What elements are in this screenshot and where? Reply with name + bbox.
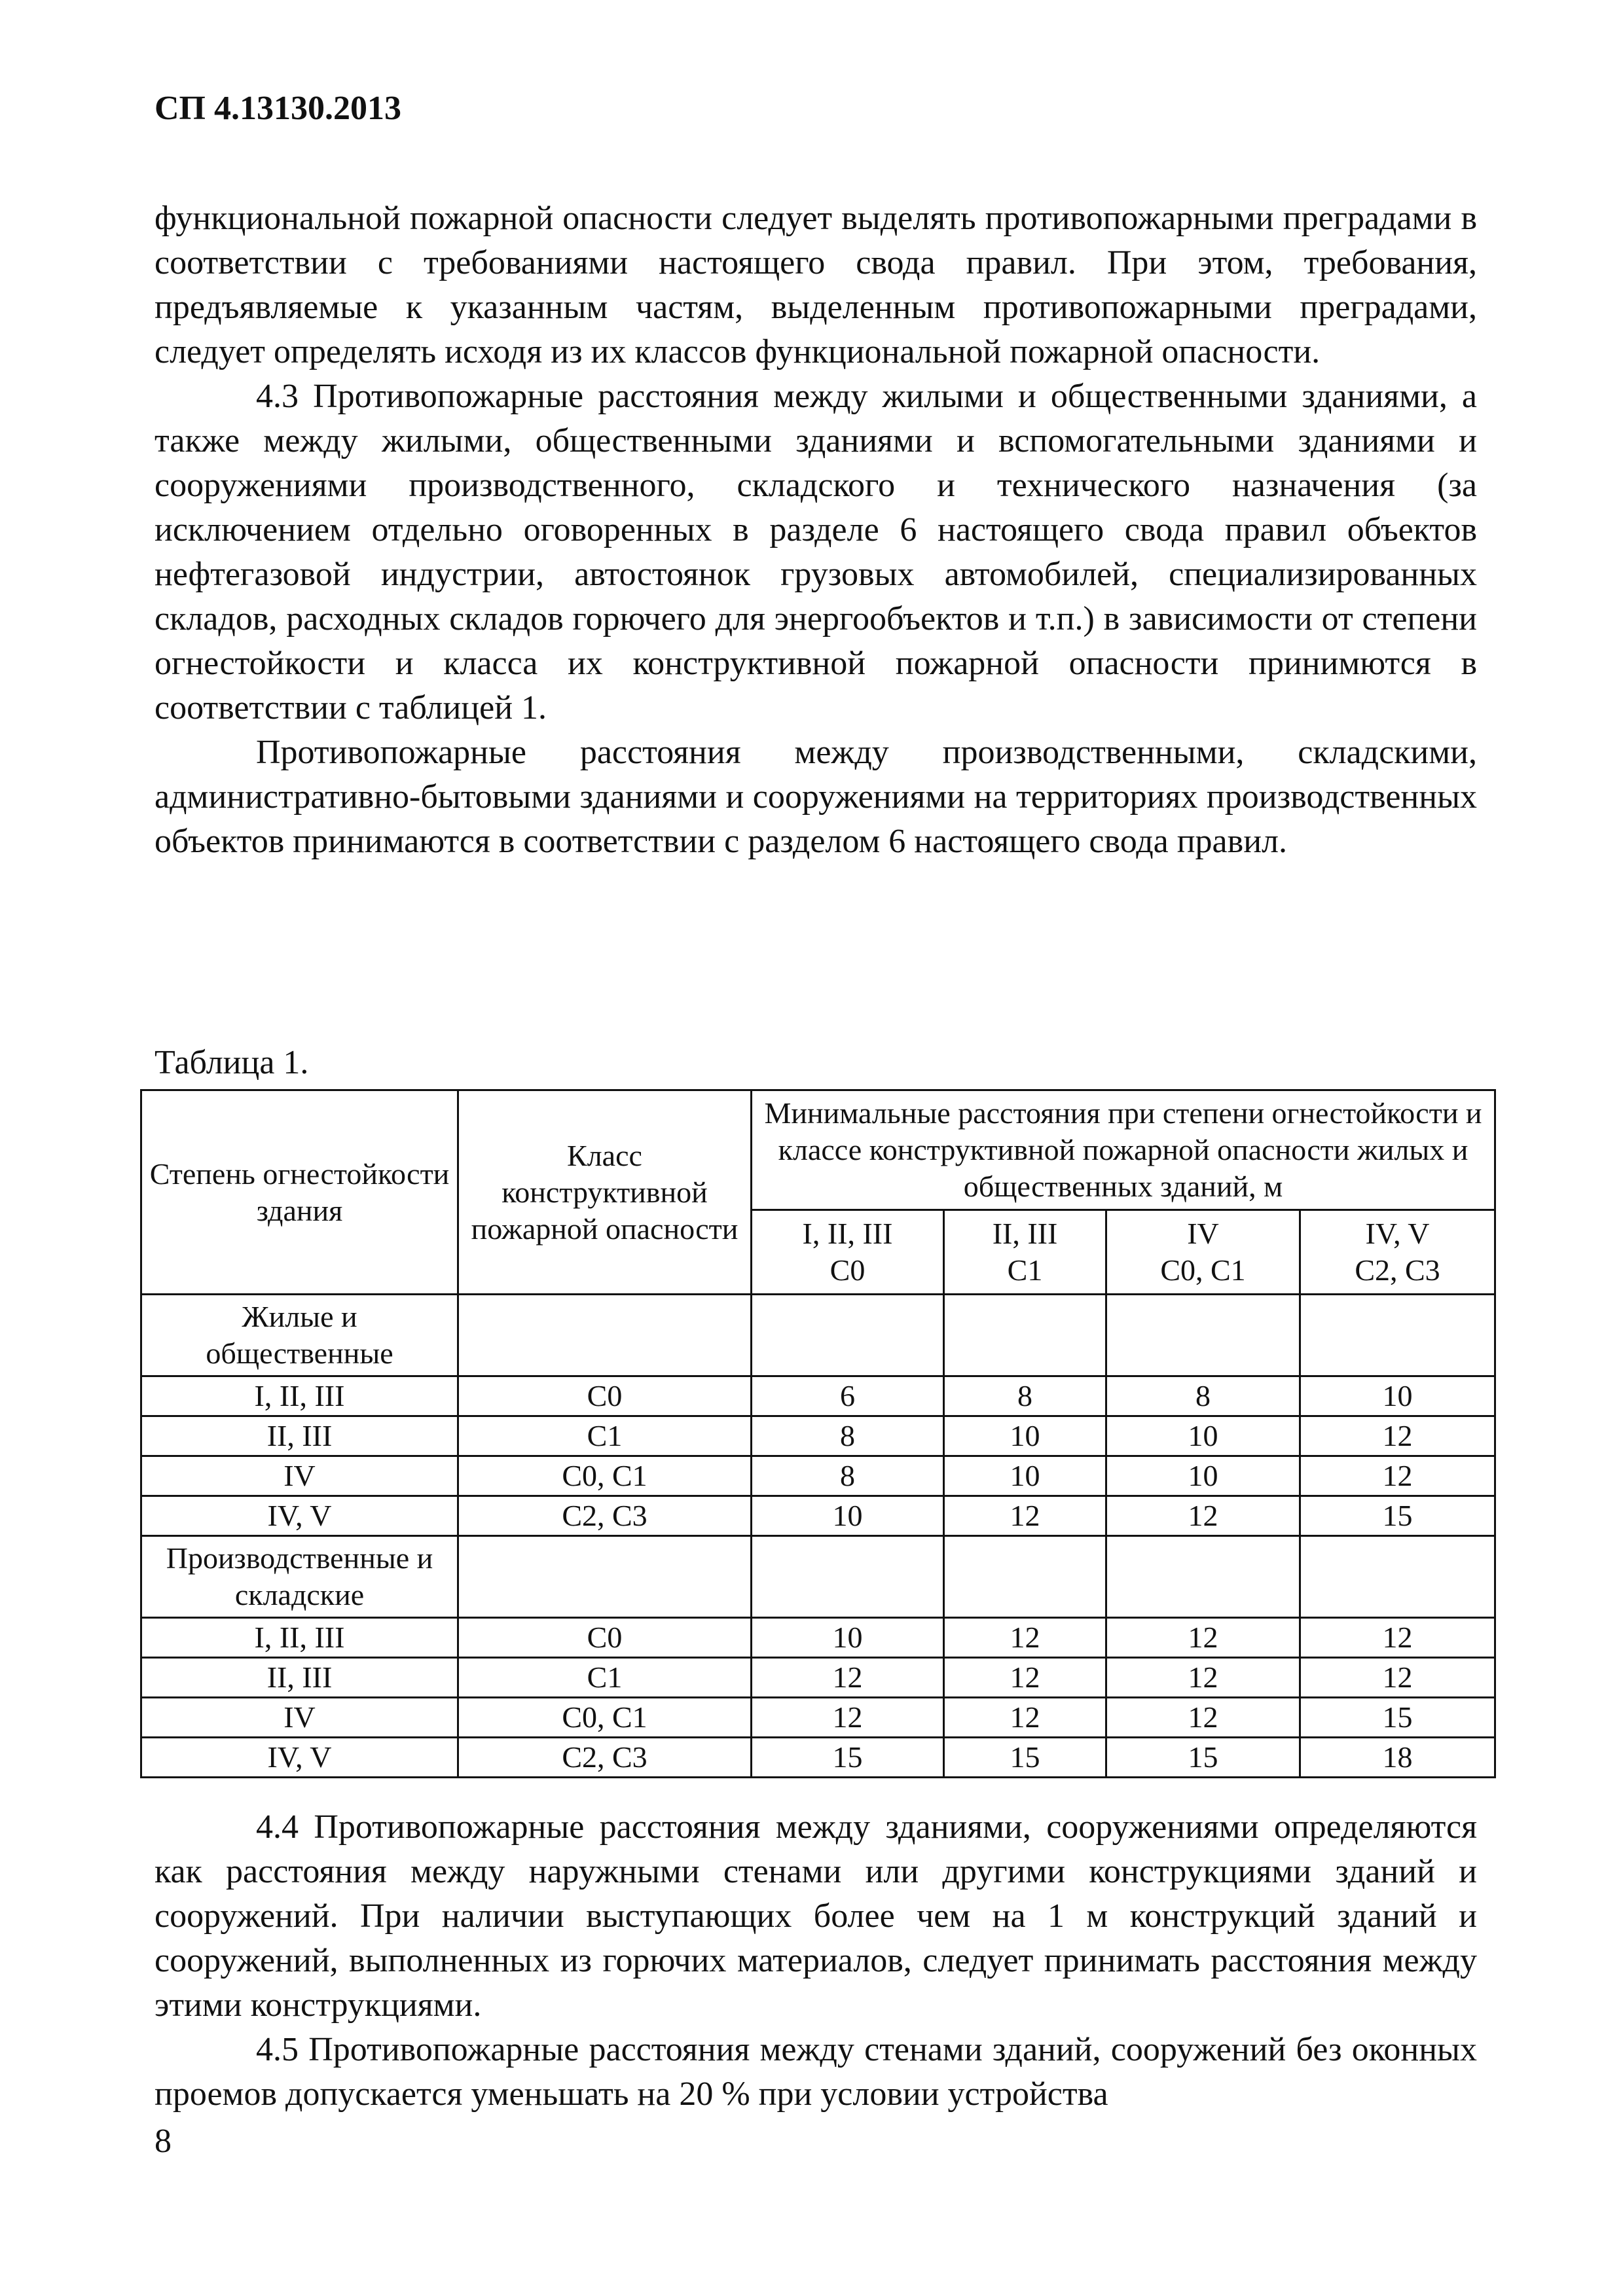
- table-row: [141, 1658, 1495, 1698]
- table-row: [141, 1496, 1495, 1536]
- subheader-col-2: II, III С1: [944, 1210, 1106, 1295]
- cell-value: 8: [1106, 1376, 1300, 1416]
- table-row: [141, 1618, 1495, 1658]
- cell-value: 12: [752, 1658, 944, 1698]
- cell-value: 10: [1106, 1416, 1300, 1456]
- cell-value: 15: [1300, 1698, 1495, 1738]
- group-header-row: [141, 1295, 1495, 1376]
- cell-degree: IV: [141, 1456, 458, 1496]
- cell-value: 12: [944, 1698, 1106, 1738]
- cell-class: С2, С3: [458, 1496, 752, 1536]
- cell-value: 8: [752, 1416, 944, 1456]
- cell-class: С0, С1: [458, 1698, 752, 1738]
- cell-degree: II, III: [141, 1416, 458, 1456]
- paragraph-4-4: 4.4 Противопожарные расстояния между зданиями, сооружениями определяются как расстояния между наружными стенами или другими конструкциями зданий и сооружений. При наличии выступающих более чем на 1 м конструкций зданий и сооружений, выполненных из горючих материалов, следует принимать расстояния между этими конструкциями.: [155, 1808, 1477, 2024]
- cell-value: 10: [1300, 1376, 1495, 1416]
- cell-value: 12: [1106, 1618, 1300, 1658]
- cell-value: 15: [1106, 1738, 1300, 1778]
- cell-degree: I, II, III: [141, 1376, 458, 1416]
- header-degree: Степень огнестойкости здания: [141, 1090, 458, 1295]
- table-row: [141, 1456, 1495, 1496]
- cell-value: 12: [1300, 1456, 1495, 1496]
- table-row: [141, 1698, 1495, 1738]
- cell-class: С0, С1: [458, 1456, 752, 1496]
- group-header-row: [141, 1536, 1495, 1618]
- document-code: СП 4.13130.2013: [155, 90, 401, 127]
- cell-value: 10: [944, 1416, 1106, 1456]
- cell-value: 15: [944, 1738, 1106, 1778]
- cell-degree: I, II, III: [141, 1618, 458, 1658]
- cell-value: 10: [752, 1496, 944, 1536]
- cell-degree: IV, V: [141, 1738, 458, 1778]
- header-min-distance: Минимальные расстояния при степени огнестойкости и классе конструктивной пожарной опасности жилых и общественных зданий, м: [752, 1090, 1495, 1210]
- cell-value: 8: [752, 1456, 944, 1496]
- table-row: [141, 1376, 1495, 1416]
- cell-value: 12: [944, 1496, 1106, 1536]
- cell-value: 18: [1300, 1738, 1495, 1778]
- fire-distance-table: [140, 1089, 1496, 1778]
- cell-class: С0: [458, 1618, 752, 1658]
- cell-class: С1: [458, 1658, 752, 1698]
- cell-value: 12: [1106, 1658, 1300, 1698]
- cell-value: 15: [1300, 1496, 1495, 1536]
- group-title: Производственные и складские: [141, 1536, 458, 1618]
- subheader-col-3: IV С0, С1: [1106, 1210, 1300, 1295]
- cell-class: С2, С3: [458, 1738, 752, 1778]
- cell-value: 12: [1106, 1496, 1300, 1536]
- cell-value: 12: [1300, 1416, 1495, 1456]
- table-caption: Таблица 1.: [155, 1044, 309, 1081]
- table-row: [141, 1738, 1495, 1778]
- cell-class: С1: [458, 1416, 752, 1456]
- cell-value: 12: [1300, 1658, 1495, 1698]
- cell-value: 10: [752, 1618, 944, 1658]
- paragraph: функциональной пожарной опасности следует выделять противопожарными преградами в соответствии с требованиями настоящего свода правил. При этом, требования, предъявляемые к указанным частям, выделенным противопожарными преградами, следует определять исходя из их классов функциональной пожарной опасности.: [155, 200, 1477, 370]
- subheader-col-1: I, II, III С0: [752, 1210, 944, 1295]
- header-class: Класс конструктивной пожарной опасности: [458, 1090, 752, 1295]
- body-text-top: [155, 196, 1477, 864]
- cell-value: 12: [944, 1618, 1106, 1658]
- cell-class: С0: [458, 1376, 752, 1416]
- cell-value: 12: [752, 1698, 944, 1738]
- table-row: [141, 1416, 1495, 1456]
- cell-value: 12: [1300, 1618, 1495, 1658]
- paragraph-4-5: 4.5 Противопожарные расстояния между стенами зданий, сооружений без оконных проемов допускается уменьшать на 20 % при условии устройства: [155, 2031, 1477, 2113]
- body-text-bottom: [155, 1805, 1477, 2117]
- cell-value: 6: [752, 1376, 944, 1416]
- subheader-col-4: IV, V С2, С3: [1300, 1210, 1495, 1295]
- paragraph: Противопожарные расстояния между производственными, складскими, административно-бытовыми зданиями и сооружениями на территориях производственных объектов принимаются в соответствии с разделом 6 настоящего свода правил.: [155, 734, 1477, 860]
- page-number: 8: [155, 2123, 172, 2160]
- group-title: Жилые и общественные: [141, 1295, 458, 1376]
- cell-value: 10: [944, 1456, 1106, 1496]
- cell-degree: IV, V: [141, 1496, 458, 1536]
- cell-value: 12: [1106, 1698, 1300, 1738]
- cell-degree: IV: [141, 1698, 458, 1738]
- cell-value: 12: [944, 1658, 1106, 1698]
- cell-value: 8: [944, 1376, 1106, 1416]
- cell-value: 15: [752, 1738, 944, 1778]
- cell-degree: II, III: [141, 1658, 458, 1698]
- paragraph-4-3: 4.3 Противопожарные расстояния между жилыми и общественными зданиями, а также между жилыми, общественными зданиями и вспомогательными зданиями и сооружениями производственного, складского и технического назначения (за исключением отдельно оговоренных в разделе 6 настоящего свода правил объектов нефтегазовой индустрии, автостоянок грузовых автомобилей, специализированных складов, расходных складов горючего для энергообъектов и т.п.) в зависимости от степени огнестойкости и класса их конструктивной пожарной опасности принимются в соответствии с таблицей 1.: [155, 378, 1477, 726]
- cell-value: 10: [1106, 1456, 1300, 1496]
